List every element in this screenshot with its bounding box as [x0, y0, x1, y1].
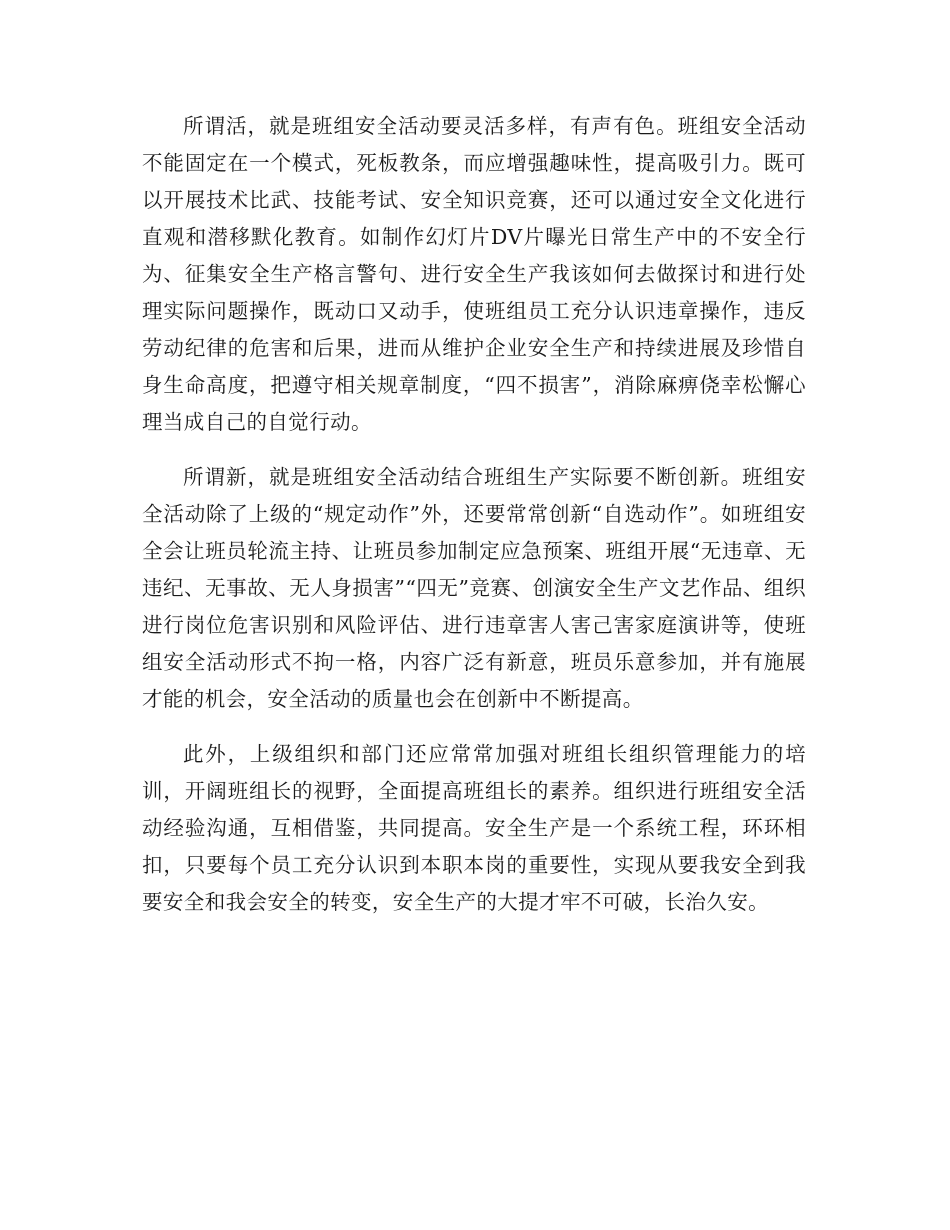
paragraph-huo: 所谓活，就是班组安全活动要灵活多样，有声有色。班组安全活动不能固定在一个模式，死板教条，而应增强趣味性，提高吸引力。既可以开展技术比武、技能考试、安全知识竞赛，还可以通过安全文化进行直观和潜移默化教育。如制作幻灯片DV片曝光日常生产中的不安全行为、征集安全生产格言警句、进行安全生产我该如何去做探讨和进行处理实际问题操作，既动口又动手，使班组员工充分认识违章操作，违反劳动纪律的危害和后果，进而从维护企业安全生产和持续进展及珍惜自身生命高度，把遵守相关规章制度，“四不损害”，消除麻痹侥幸松懈心理当成自己的自觉行动。	[142, 114, 806, 434]
paragraph-xin: 所谓新，就是班组安全活动结合班组生产实际要不断创新。班组安全活动除了上级的“规定动作”外，还要常常创新“自选动作”。如班组安全会让班员轮流主持、让班员参加制定应急预案、班组开展“无违章、无违纪、无事故、无人身损害”“四无”竞赛、创演安全生产文艺作品、组织进行岗位危害识别和风险评估、进行违章害人害己害家庭演讲等，使班组安全活动形式不拘一格，内容广泛有新意，班员乐意参加，并有施展才能的机会，安全活动的质量也会在创新中不断提高。	[142, 465, 806, 711]
document-body	[142, 108, 806, 939]
paragraph-training: 此外，上级组织和部门还应常常加强对班组长组织管理能力的培训，开阔班组长的视野，全面提高班组长的素养。组织进行班组安全活动经验沟通，互相借鉴，共同提高。安全生产是一个系统工程，环环相扣，只要每个员工充分认识到本职本岗的重要性，实现从要我安全到我要安全和我会安全的转变，安全生产的大提才牢不可破，长治久安。	[142, 742, 806, 914]
